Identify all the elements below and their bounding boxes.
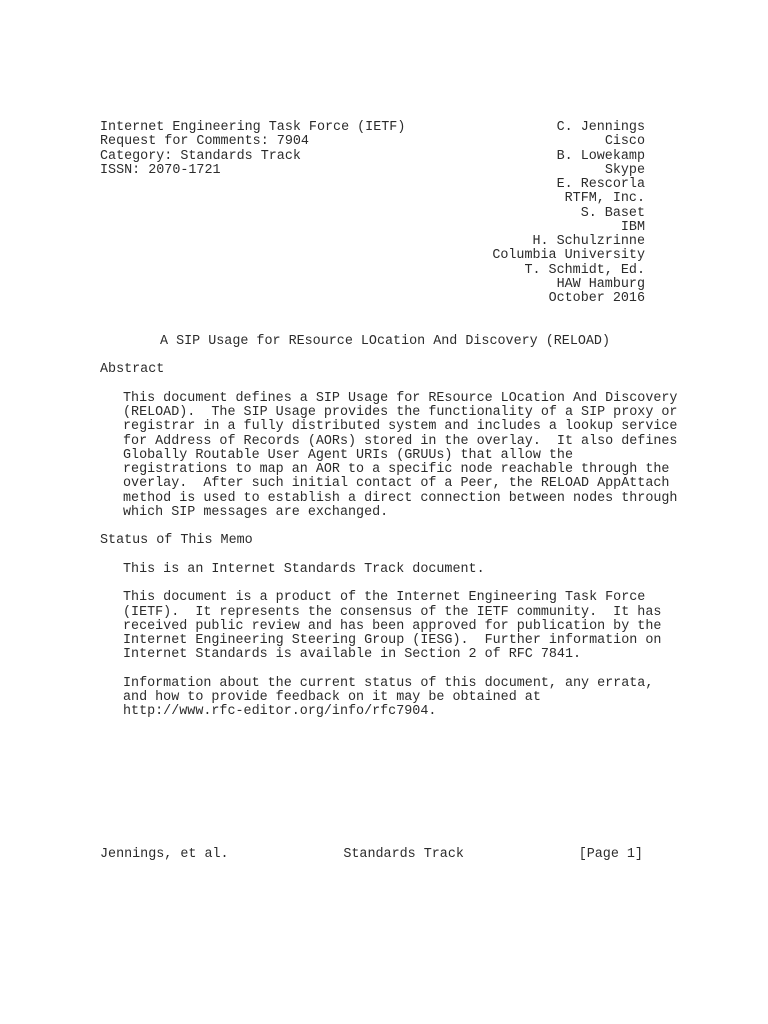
status-line: Internet Engineering Steering Group (IESG). Further information on xyxy=(123,633,662,648)
header-organization: Internet Engineering Task Force (IETF) xyxy=(100,120,406,135)
page-footer xyxy=(100,848,643,862)
header-author-5: H. Schulzrinne xyxy=(532,234,645,249)
abstract-line: (RELOAD). The SIP Usage provides the functionality of a SIP proxy or xyxy=(123,405,678,420)
header-rfc-number: Request for Comments: 7904 xyxy=(100,134,309,150)
footer-category: Standards Track xyxy=(343,847,464,862)
status-heading: Status of This Memo xyxy=(100,533,253,549)
header-affiliation-6: HAW Hamburg xyxy=(556,276,645,292)
header-editor: T. Schmidt, Ed. xyxy=(524,262,645,278)
status-line: This is an Internet Standards Track document. xyxy=(123,561,485,577)
status-line: This document is a product of the Internet Engineering Task Force xyxy=(123,590,646,606)
header-affiliation-5: Columbia University xyxy=(492,248,645,264)
document-header xyxy=(100,121,645,306)
status-line: and how to provide feedback on it may be obtained at xyxy=(123,690,541,705)
status-paragraph-3 xyxy=(100,675,654,720)
header-author-3: E. Rescorla xyxy=(556,177,645,192)
header-affiliation-1: Cisco xyxy=(604,134,645,150)
header-row-2 xyxy=(100,135,645,149)
abstract-line: method is used to establish a direct connection between nodes through xyxy=(123,490,678,506)
footer-authors: Jennings, et al. xyxy=(100,847,229,862)
footer-page-number: [Page 1] xyxy=(578,847,643,862)
abstract-line: for Address of Records (AORs) stored in the overlay. It also defines xyxy=(123,433,678,449)
header-row-4 xyxy=(100,164,645,178)
status-paragraph-1 xyxy=(100,563,645,577)
header-affiliation-2: Skype xyxy=(604,162,645,178)
header-row-3 xyxy=(100,150,645,164)
abstract-line: registrations to map an AOR to a specific node reachable through the xyxy=(123,462,670,477)
header-issn: ISSN: 2070-1721 xyxy=(100,162,221,178)
abstract-line: This document defines a SIP Usage for REsource LOcation And Discovery xyxy=(123,390,678,406)
header-date: October 2016 xyxy=(548,291,645,306)
status-paragraph-2 xyxy=(100,590,662,663)
header-affiliation-4: IBM xyxy=(620,219,645,235)
document-title: A SIP Usage for REsource LOcation And Discovery (RELOAD) xyxy=(160,333,610,349)
abstract-line: which SIP messages are exchanged. xyxy=(123,504,389,520)
rfc-page xyxy=(100,120,678,720)
status-line: Internet Standards is available in Section 2 of RFC 7841. xyxy=(123,647,582,663)
header-author-4: S. Baset xyxy=(580,205,645,221)
abstract-line: Globally Routable User Agent URIs (GRUUs) that allow the xyxy=(123,447,573,463)
abstract-heading: Abstract xyxy=(100,362,165,378)
header-author-2: B. Lowekamp xyxy=(556,148,645,164)
header-affiliation-3: RTFM, Inc. xyxy=(564,191,645,207)
abstract-line: overlay. After such initial contact of a Peer, the RELOAD AppAttach xyxy=(123,476,670,492)
header-author-1: C. Jennings xyxy=(556,120,645,135)
status-line: received public review and has been approved for publication by the xyxy=(123,618,662,634)
status-line: Information about the current status of this document, any errata, xyxy=(123,675,654,691)
abstract-paragraph xyxy=(100,390,678,520)
status-line: (IETF). It represents the consensus of the IETF community. It has xyxy=(123,604,662,620)
header-category: Category: Standards Track xyxy=(100,148,301,164)
abstract-line: registrar in a fully distributed system and includes a lookup service xyxy=(123,419,678,435)
status-link-line: http://www.rfc-editor.org/info/rfc7904. xyxy=(123,704,437,720)
header-row-1 xyxy=(100,121,645,135)
